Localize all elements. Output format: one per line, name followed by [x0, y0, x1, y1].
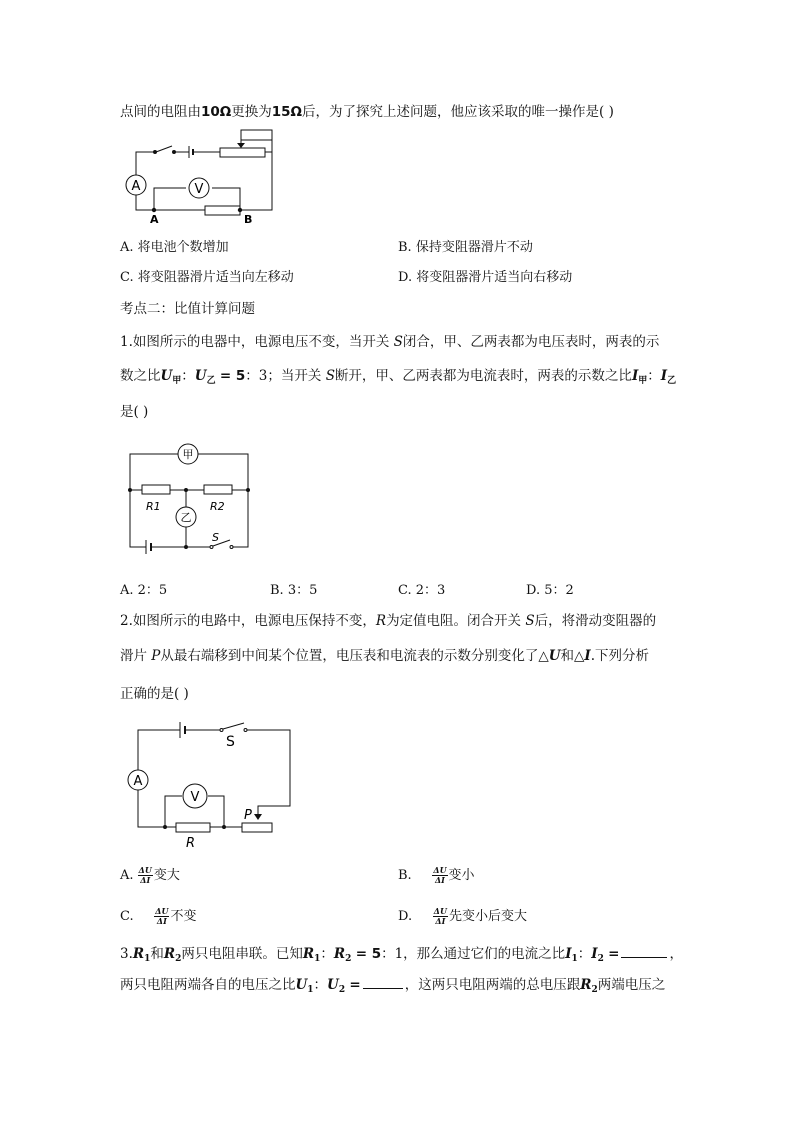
option-a: A. 将电池个数增加	[120, 240, 229, 255]
answer-blank-1[interactable]	[621, 944, 667, 958]
svg-text:V: V	[194, 182, 204, 197]
svg-text:B: B	[244, 213, 253, 226]
section-heading: 考点二：比值计算问题	[120, 301, 255, 317]
option-d: D. 将变阻器滑片适当向右移动	[398, 270, 573, 285]
q1-option-d: D. 5：2	[526, 583, 574, 598]
intro-line: 点间的电阻由10Ω更换为15Ω后，为了探究上述问题，他应该采取的唯一操作是( )	[120, 104, 614, 120]
question-2-line-2: 滑片 P从最右端移到中间某个位置，电压表和电流表的示数分别变化了△U和△I.下列分析	[120, 648, 650, 664]
q1-option-a: A. 2：5	[120, 583, 168, 598]
q2-option-c: C. $\frac{\Delta U}{\Delta I}$ 不变	[120, 906, 197, 926]
svg-text:A: A	[150, 213, 159, 226]
svg-text:R: R	[186, 836, 196, 851]
fraction-du-di: $\frac{\Delta U}{\Delta I}$	[155, 906, 169, 926]
svg-text:R2: R2	[210, 500, 225, 513]
question-3-line-1: $3.R_1$和$R_2$两只电阻串联。已知$R_1$：$R_2 = 5$：1，那么通过它们的电流之比$I_1$：$I_2$ = ，	[120, 946, 683, 964]
svg-text:甲: 甲	[182, 448, 194, 461]
question-1-line-1: 1.如图所示的电器中，电源电压不变，当开关 S闭合，甲、乙两表都为电压表时，两表的示	[120, 334, 660, 350]
svg-text:P: P	[244, 808, 252, 823]
question-1-line-2: 数之比$U_甲$：$U_乙 = 5$：3；当开关 S断开，甲、乙两表都为电流表时，两表的示数之比$I_甲$：$I_乙$	[120, 368, 677, 386]
question-1-line-3: 是( )	[120, 404, 149, 420]
question-2-line-3: 正确的是( )	[120, 686, 189, 702]
circuit-diagram-1	[120, 128, 290, 226]
fraction-du-di: $\frac{\Delta U}{\Delta I}$	[138, 865, 152, 885]
svg-text:S: S	[212, 531, 219, 544]
q2-option-b: B. $\frac{\Delta U}{\Delta I}$ 变小	[398, 865, 475, 885]
fraction-du-di: $\frac{\Delta U}{\Delta I}$	[433, 865, 447, 885]
circuit-diagram-2	[126, 444, 256, 556]
q1-option-b: B. 3：5	[270, 583, 318, 598]
q2-option-d: D. $\frac{\Delta U}{\Delta I}$ 先变小后变大	[398, 906, 527, 926]
resistance-value-2: 15Ω	[271, 104, 303, 120]
svg-text:R1: R1	[146, 500, 161, 513]
question-3-line-2: 两只电阻两端各自的电压之比$U_1$：$U_2$ = ，这两只电阻两端的总电压跟$R_2$两端电压之	[120, 977, 666, 995]
svg-text:A: A	[133, 774, 143, 789]
option-b: B. 保持变阻器滑片不动	[398, 240, 533, 255]
svg-text:V: V	[190, 790, 200, 805]
svg-text:A: A	[131, 179, 141, 194]
q1-option-c: C. 2：3	[398, 583, 446, 598]
fraction-du-di: $\frac{\Delta U}{\Delta I}$	[433, 906, 447, 926]
circuit-diagram-3	[124, 716, 296, 850]
resistance-value-1: 10Ω	[201, 104, 232, 120]
answer-blank-2[interactable]	[363, 975, 403, 989]
svg-text:乙: 乙	[180, 511, 192, 524]
svg-text:S: S	[226, 734, 235, 750]
option-c: C. 将变阻器滑片适当向左移动	[120, 270, 294, 285]
question-2-line-1: 2.如图所示的电路中，电源电压保持不变，R为定值电阻。闭合开关 S后，将滑动变阻器的	[120, 613, 657, 629]
q2-option-a: A. $\frac{\Delta U}{\Delta I}$ 变大	[120, 865, 180, 885]
